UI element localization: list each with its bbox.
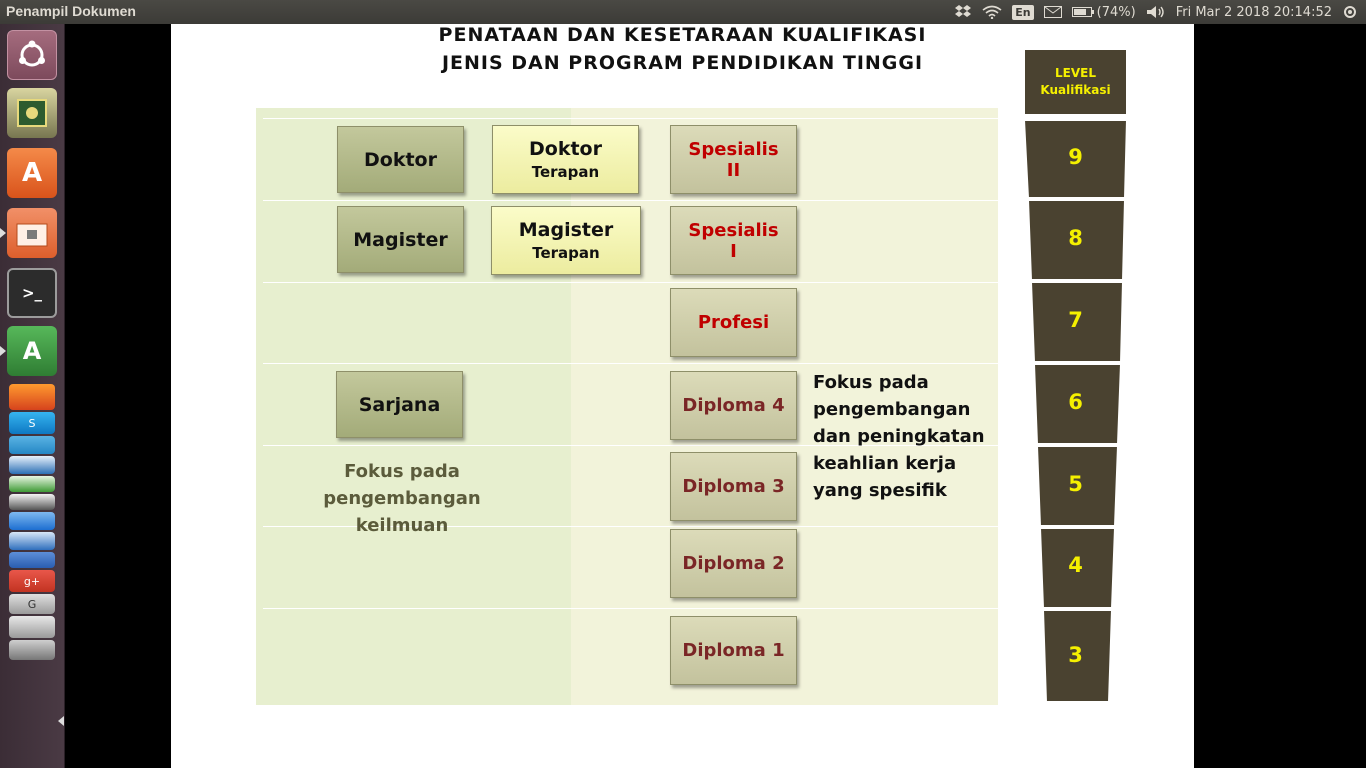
libreoffice-calc-icon[interactable] [9, 476, 55, 492]
note-line: Fokus pada [813, 372, 929, 393]
files-icon[interactable] [7, 208, 57, 258]
trash-icon[interactable] [9, 640, 55, 660]
running-indicator-icon [0, 346, 6, 356]
doktor-box [337, 126, 464, 193]
diploma-2-box [670, 529, 797, 598]
magister-terapan-label: Magister [518, 219, 614, 241]
level-header-line1: LEVEL [1055, 66, 1096, 80]
top-panel [0, 0, 1366, 24]
document-viewer-icon[interactable] [9, 616, 55, 638]
row-divider [263, 200, 998, 201]
note-line: dan peningkatan [813, 426, 985, 447]
clock[interactable]: Fri Mar 2 2018 20:14:52 [1175, 4, 1332, 20]
row-divider [263, 608, 998, 609]
diploma-3-label: Diploma 3 [682, 476, 785, 497]
software-center-icon[interactable]: A [7, 148, 57, 198]
diploma-3-box [670, 452, 797, 521]
note-line: pengembangan [813, 399, 971, 420]
magister-box [337, 206, 464, 273]
spesialis-1-box [670, 206, 797, 275]
level-6-label: 6 [1068, 390, 1083, 414]
battery-icon [1072, 6, 1094, 18]
note-line: keilmuan [355, 515, 449, 536]
firefox-icon[interactable] [9, 384, 55, 410]
window-title: Penampil Dokumen [6, 3, 136, 19]
power-gear-icon[interactable] [1342, 4, 1358, 20]
battery-indicator[interactable] [1072, 5, 1136, 20]
doktor-terapan-label: Doktor [529, 138, 602, 160]
level-8-label: 8 [1068, 226, 1083, 250]
sarjana-box [336, 371, 463, 438]
software-updater-icon[interactable]: A [7, 326, 57, 376]
diploma-1-label: Diploma 1 [682, 640, 785, 661]
dropbox-app-icon[interactable] [9, 512, 55, 530]
battery-percent: (74%) [1096, 4, 1136, 20]
row-divider [263, 118, 998, 119]
level-header-line2: Kualifikasi [1040, 83, 1111, 97]
magister-label: Magister [353, 228, 448, 251]
level-9-label: 9 [1068, 145, 1083, 169]
running-indicator-icon [58, 716, 64, 726]
diploma-1-box [670, 616, 797, 685]
game-pad-icon[interactable] [9, 494, 55, 510]
google-plus-icon[interactable]: g+ [9, 570, 55, 592]
slide-title-line-2: JENIS DAN PROGRAM PENDIDIKAN TINGGI [441, 52, 924, 74]
row-divider [263, 282, 998, 283]
system-tray [954, 0, 1358, 24]
spesialis-1-line1: Spesialis [688, 219, 779, 241]
volume-icon[interactable] [1146, 5, 1166, 19]
wifi-icon[interactable] [982, 5, 1002, 19]
note-line: pengembangan [323, 488, 481, 509]
diploma-2-label: Diploma 2 [682, 553, 785, 574]
note-line: keahlian kerja [813, 453, 957, 474]
level-3-label: 3 [1068, 643, 1083, 667]
doktor-terapan-box [492, 125, 639, 194]
document-page [171, 24, 1194, 768]
dropbox-icon[interactable] [954, 4, 972, 20]
google-g-icon[interactable]: G [9, 594, 55, 614]
profesi-label: Profesi [697, 312, 770, 333]
academic-focus-note [317, 458, 487, 539]
doktor-terapan-sub: Terapan [531, 163, 600, 181]
mail-icon[interactable] [1044, 6, 1062, 18]
spesialis-1-line2: I [730, 240, 737, 262]
magister-terapan-box [491, 206, 641, 275]
text-editor-icon[interactable] [9, 552, 55, 568]
magister-terapan-sub: Terapan [532, 244, 600, 262]
slide-title-line-1: PENATAAN DAN KESETARAAN KUALIFIKASI [438, 24, 927, 46]
spesialis-2-line2: II [726, 159, 741, 181]
level-7-label: 7 [1068, 308, 1083, 332]
running-indicator-icon [0, 228, 6, 238]
vocational-focus-note [813, 369, 993, 504]
terminal-icon[interactable]: >_ [7, 268, 57, 318]
diploma-4-label: Diploma 4 [682, 395, 785, 416]
diploma-4-box [670, 371, 797, 440]
ubuntu-dash-icon[interactable] [7, 30, 57, 80]
level-4-label: 4 [1068, 553, 1083, 577]
doktor-label: Doktor [364, 148, 437, 171]
sarjana-label: Sarjana [358, 393, 441, 416]
keyboard-layout-indicator[interactable]: En [1012, 5, 1033, 20]
libreoffice-writer-icon[interactable] [9, 456, 55, 474]
row-divider [263, 363, 998, 364]
skype-icon[interactable]: S [9, 412, 55, 434]
note-line: yang spesifik [813, 480, 947, 501]
spesialis-2-box [670, 125, 797, 194]
profesi-box [670, 288, 797, 357]
level-header [1025, 50, 1126, 114]
note-line: Fokus pada [344, 461, 460, 482]
quran-app-icon[interactable] [7, 88, 57, 138]
level-5-label: 5 [1068, 472, 1083, 496]
launcher [0, 24, 65, 768]
spesialis-2-line1: Spesialis [688, 138, 779, 160]
telegram-icon[interactable] [9, 436, 55, 454]
chrome-icon[interactable] [9, 532, 55, 550]
